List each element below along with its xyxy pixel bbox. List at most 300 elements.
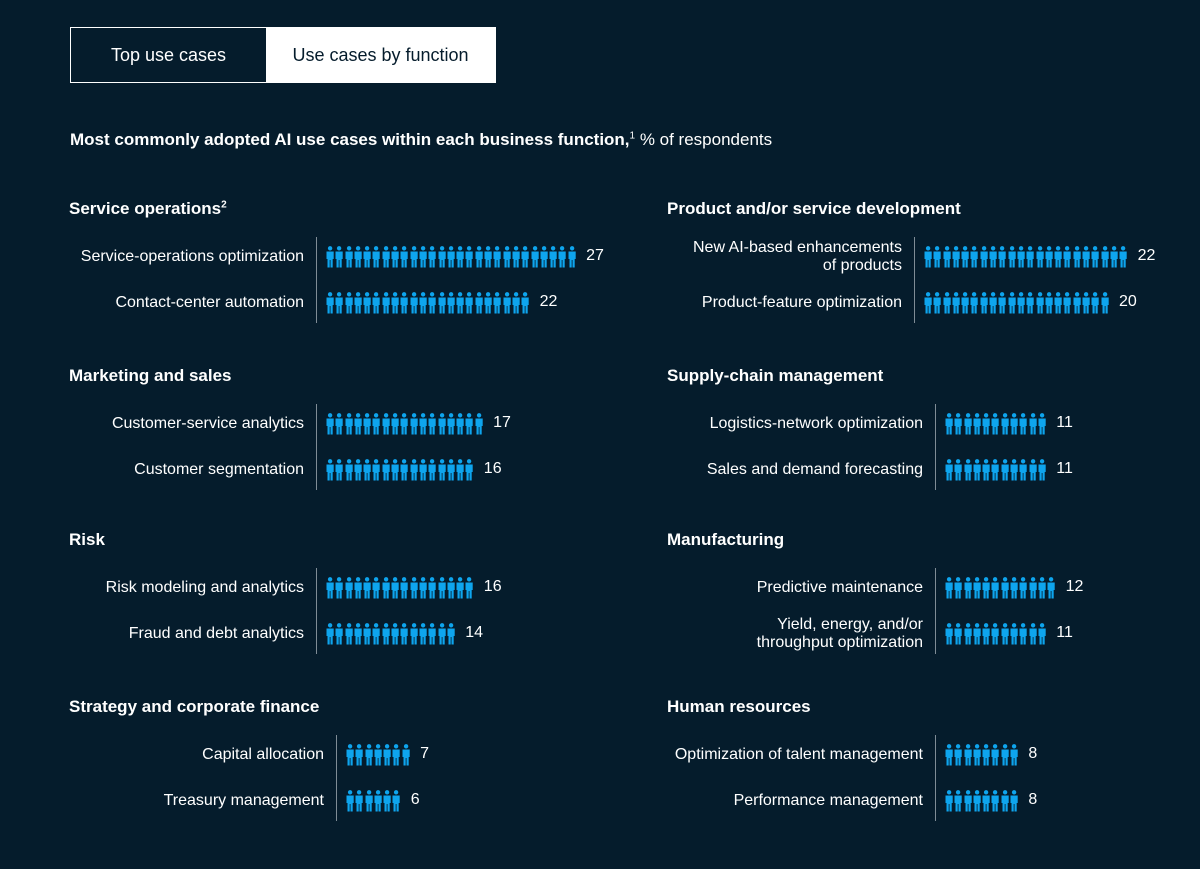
person-icon <box>447 577 456 599</box>
person-icon <box>335 292 344 314</box>
person-icon-bar <box>326 623 456 645</box>
value-label: 11 <box>1056 414 1073 431</box>
use-case-row <box>667 735 1200 775</box>
person-icon <box>1091 292 1100 314</box>
use-case-label <box>69 283 304 323</box>
tab-bar <box>70 27 496 83</box>
section-title: Strategy and corporate finance <box>69 697 320 716</box>
person-icon <box>484 246 493 268</box>
person-icon <box>973 623 982 645</box>
chart-title <box>70 130 772 150</box>
person-icon <box>438 413 447 435</box>
use-case-row <box>667 568 1200 608</box>
person-icon <box>456 459 465 481</box>
person-icon <box>428 413 437 435</box>
person-icon <box>503 292 512 314</box>
person-icon <box>382 623 391 645</box>
person-icon <box>989 292 998 314</box>
person-icon <box>982 413 991 435</box>
person-icon <box>456 413 465 435</box>
person-icon <box>419 292 428 314</box>
use-case-row <box>69 781 736 821</box>
person-icon <box>964 744 973 766</box>
value-label: 12 <box>1065 578 1084 595</box>
person-icon-bar <box>945 459 1047 481</box>
person-icon <box>493 292 502 314</box>
person-icon <box>1054 292 1063 314</box>
person-icon <box>354 577 363 599</box>
person-icon <box>382 577 391 599</box>
person-icon <box>1101 292 1110 314</box>
person-icon <box>1017 246 1026 268</box>
person-icon <box>964 413 973 435</box>
person-icon <box>465 413 474 435</box>
chart-title-unit: % of respondents <box>635 130 773 149</box>
person-icon <box>1010 459 1019 481</box>
person-icon <box>354 246 363 268</box>
chart-title-main: Most commonly adopted AI use cases within each business function, <box>70 130 630 149</box>
use-case-label-line: throughput optimization <box>756 634 923 651</box>
use-case-label-line: Risk modeling and analytics <box>105 579 304 596</box>
use-case-label <box>667 735 923 775</box>
person-icon <box>400 246 409 268</box>
person-icon <box>1001 577 1010 599</box>
person-icon <box>354 623 363 645</box>
use-case-row <box>667 283 1200 323</box>
person-icon <box>363 246 372 268</box>
person-icon <box>1010 413 1019 435</box>
use-case-label-line: Performance management <box>733 792 923 809</box>
use-case-row <box>667 614 1200 654</box>
person-icon <box>1110 246 1119 268</box>
use-case-row <box>69 404 716 444</box>
use-case-label-line: Sales and demand forecasting <box>706 461 923 478</box>
use-case-label-line: of products <box>822 257 902 274</box>
person-icon <box>512 246 521 268</box>
person-icon <box>521 246 530 268</box>
person-icon <box>1029 623 1038 645</box>
person-icon <box>382 292 391 314</box>
person-icon <box>982 577 991 599</box>
person-icon <box>1045 292 1054 314</box>
use-case-row <box>69 568 716 608</box>
person-icon <box>1054 246 1063 268</box>
person-icon <box>400 577 409 599</box>
person-icon <box>1063 292 1072 314</box>
person-icon <box>365 790 374 812</box>
section-title: Marketing and sales <box>69 366 232 385</box>
person-icon <box>954 459 963 481</box>
person-icon <box>1001 744 1010 766</box>
value-label: 27 <box>586 247 604 264</box>
person-icon <box>924 246 933 268</box>
person-icon <box>419 623 428 645</box>
person-icon <box>410 577 419 599</box>
person-icon <box>345 292 354 314</box>
person-icon <box>998 246 1007 268</box>
person-icon <box>1010 623 1019 645</box>
use-case-label-line: Contact-center automation <box>115 294 304 311</box>
person-icon <box>335 459 344 481</box>
person-icon <box>372 459 381 481</box>
person-icon <box>345 413 354 435</box>
person-icon <box>419 413 428 435</box>
person-icon <box>456 246 465 268</box>
person-icon <box>438 459 447 481</box>
person-icon <box>945 744 954 766</box>
use-case-label <box>667 568 923 608</box>
person-icon <box>335 246 344 268</box>
use-case-label-line: Customer-service analytics <box>111 415 304 432</box>
person-icon <box>1119 246 1128 268</box>
section-title: Human resources <box>667 697 811 716</box>
person-icon <box>1082 246 1091 268</box>
person-icon <box>980 292 989 314</box>
person-icon <box>1073 292 1082 314</box>
person-icon <box>1001 413 1010 435</box>
person-icon <box>954 790 963 812</box>
person-icon <box>465 459 474 481</box>
person-icon <box>1038 459 1047 481</box>
person-icon <box>924 292 933 314</box>
person-icon <box>475 413 484 435</box>
person-icon <box>1047 577 1056 599</box>
person-icon <box>512 292 521 314</box>
use-case-label <box>69 450 304 490</box>
use-case-label-line: Yield, energy, and/or <box>777 616 923 633</box>
person-icon <box>1029 459 1038 481</box>
value-label: 8 <box>1028 791 1038 808</box>
use-case-label-line: Service-operations optimization <box>80 248 304 265</box>
person-icon <box>943 292 952 314</box>
person-icon <box>419 577 428 599</box>
person-icon <box>952 246 961 268</box>
person-icon <box>335 577 344 599</box>
person-icon <box>392 744 401 766</box>
person-icon <box>982 623 991 645</box>
person-icon <box>991 744 1000 766</box>
person-icon <box>326 577 335 599</box>
person-icon <box>363 577 372 599</box>
person-icon <box>954 577 963 599</box>
use-case-label <box>69 735 324 775</box>
person-icon <box>428 459 437 481</box>
person-icon <box>1036 292 1045 314</box>
person-icon <box>1017 292 1026 314</box>
section-title: Supply-chain management <box>667 366 884 385</box>
person-icon <box>354 459 363 481</box>
person-icon <box>428 623 437 645</box>
section-title: Service operations$^2$ <box>69 199 227 218</box>
person-icon-bar <box>924 246 1129 268</box>
person-icon <box>345 623 354 645</box>
person-icon <box>549 246 558 268</box>
person-icon <box>1010 790 1019 812</box>
person-icon <box>973 744 982 766</box>
person-icon <box>391 246 400 268</box>
value-label: 6 <box>410 791 420 808</box>
person-icon <box>428 292 437 314</box>
person-icon-bar <box>326 292 531 314</box>
person-icon <box>989 246 998 268</box>
person-icon-bar <box>346 790 402 812</box>
person-icon <box>465 246 474 268</box>
person-icon <box>438 623 447 645</box>
person-icon <box>402 744 411 766</box>
person-icon <box>945 790 954 812</box>
person-icon <box>568 246 577 268</box>
person-icon <box>382 246 391 268</box>
use-case-label <box>69 781 324 821</box>
person-icon <box>982 790 991 812</box>
person-icon-bar <box>346 744 411 766</box>
person-icon-bar <box>326 413 484 435</box>
person-icon <box>973 413 982 435</box>
person-icon-bar <box>326 246 577 268</box>
section-title-footnote: 2 <box>221 199 227 211</box>
person-icon <box>428 246 437 268</box>
person-icon-bar <box>326 459 475 481</box>
person-icon <box>335 413 344 435</box>
person-icon <box>991 623 1000 645</box>
person-icon-bar <box>945 577 1057 599</box>
person-icon <box>945 623 954 645</box>
person-icon <box>1008 246 1017 268</box>
person-icon <box>372 623 381 645</box>
person-icon <box>428 577 437 599</box>
use-case-label <box>667 404 923 444</box>
person-icon <box>945 413 954 435</box>
person-icon <box>933 292 942 314</box>
person-icon <box>374 790 383 812</box>
person-icon <box>346 744 355 766</box>
use-case-row <box>69 237 716 277</box>
value-label: 16 <box>483 460 502 477</box>
value-label: 16 <box>483 578 502 595</box>
person-icon <box>391 413 400 435</box>
person-icon <box>326 459 335 481</box>
use-case-label <box>69 614 304 654</box>
person-icon <box>964 623 973 645</box>
person-icon <box>540 246 549 268</box>
person-icon <box>1063 246 1072 268</box>
use-case-label <box>69 568 304 608</box>
person-icon <box>945 577 954 599</box>
chart-title-footnote: 1 <box>629 130 636 142</box>
person-icon <box>991 413 1000 435</box>
person-icon <box>363 623 372 645</box>
value-label: 22 <box>1137 247 1156 264</box>
person-icon <box>952 292 961 314</box>
person-icon <box>980 246 989 268</box>
person-icon <box>363 292 372 314</box>
person-icon <box>447 623 456 645</box>
person-icon <box>964 459 973 481</box>
person-icon <box>400 292 409 314</box>
person-icon <box>419 246 428 268</box>
person-icon <box>973 577 982 599</box>
person-icon <box>954 744 963 766</box>
person-icon <box>392 790 401 812</box>
person-icon <box>1001 790 1010 812</box>
person-icon <box>372 292 381 314</box>
person-icon <box>964 790 973 812</box>
person-icon <box>326 292 335 314</box>
person-icon <box>475 246 484 268</box>
person-icon <box>354 292 363 314</box>
person-icon <box>374 744 383 766</box>
person-icon <box>961 292 970 314</box>
person-icon <box>961 246 970 268</box>
person-icon <box>1038 577 1047 599</box>
person-icon <box>1026 292 1035 314</box>
value-label: 17 <box>493 414 511 431</box>
use-case-label-line: Product-feature optimization <box>701 294 902 311</box>
person-icon <box>475 292 484 314</box>
use-case-label-line: New AI-based enhancements <box>692 239 902 256</box>
person-icon <box>970 292 979 314</box>
person-icon <box>438 292 447 314</box>
person-icon <box>372 577 381 599</box>
use-case-label <box>69 404 304 444</box>
section-title: Manufacturing <box>667 530 785 549</box>
person-icon-bar <box>945 413 1047 435</box>
person-icon <box>1029 413 1038 435</box>
use-case-label <box>667 614 923 654</box>
person-icon <box>991 790 1000 812</box>
person-icon <box>447 246 456 268</box>
person-icon <box>1045 246 1054 268</box>
person-icon <box>326 623 335 645</box>
person-icon <box>456 292 465 314</box>
person-icon <box>1036 246 1045 268</box>
value-label: 7 <box>420 745 429 762</box>
person-icon <box>345 459 354 481</box>
person-icon <box>363 459 372 481</box>
person-icon <box>964 577 973 599</box>
person-icon <box>391 577 400 599</box>
person-icon <box>382 459 391 481</box>
person-icon <box>326 413 335 435</box>
person-icon <box>1010 744 1019 766</box>
use-case-label-line: Optimization of talent management <box>674 746 923 763</box>
person-icon <box>410 413 419 435</box>
person-icon <box>391 459 400 481</box>
person-icon <box>456 577 465 599</box>
use-case-label-line: Treasury management <box>163 792 324 809</box>
value-label: 22 <box>539 293 558 310</box>
tab-top-use-cases[interactable]: Top use cases <box>71 28 266 82</box>
person-icon <box>1001 623 1010 645</box>
person-icon <box>400 623 409 645</box>
person-icon <box>1101 246 1110 268</box>
person-icon <box>945 459 954 481</box>
value-label: 11 <box>1056 624 1073 641</box>
use-case-row <box>69 450 716 490</box>
person-icon <box>400 459 409 481</box>
person-icon <box>1038 413 1047 435</box>
section-title: Product and/or service development <box>667 199 961 218</box>
tab-use-cases-by-function[interactable]: Use cases by function <box>266 28 495 82</box>
person-icon <box>465 292 474 314</box>
person-icon <box>1008 292 1017 314</box>
value-label: 14 <box>465 624 483 641</box>
person-icon <box>419 459 428 481</box>
person-icon <box>355 744 364 766</box>
use-case-label-line: Capital allocation <box>202 746 324 763</box>
use-case-label-line: Fraud and debt analytics <box>128 625 304 642</box>
person-icon <box>354 413 363 435</box>
person-icon <box>954 413 963 435</box>
person-icon <box>1001 459 1010 481</box>
use-case-label <box>667 450 923 490</box>
person-icon <box>982 459 991 481</box>
person-icon <box>954 623 963 645</box>
person-icon <box>982 744 991 766</box>
person-icon-bar <box>924 292 1110 314</box>
person-icon <box>531 246 540 268</box>
person-icon <box>991 577 1000 599</box>
use-case-label <box>667 781 923 821</box>
person-icon <box>363 413 372 435</box>
person-icon <box>326 246 335 268</box>
person-icon-bar <box>326 577 475 599</box>
person-icon <box>1019 459 1028 481</box>
use-case-label <box>667 237 902 277</box>
person-icon <box>335 623 344 645</box>
person-icon <box>465 577 474 599</box>
person-icon <box>1029 577 1038 599</box>
person-icon <box>383 790 392 812</box>
person-icon <box>346 790 355 812</box>
person-icon <box>973 459 982 481</box>
use-case-label-line: Predictive maintenance <box>756 579 923 596</box>
person-icon <box>345 577 354 599</box>
use-case-label-line: Customer segmentation <box>134 461 304 478</box>
person-icon <box>1026 246 1035 268</box>
person-icon <box>973 790 982 812</box>
person-icon <box>1019 577 1028 599</box>
person-icon <box>1019 413 1028 435</box>
person-icon <box>970 246 979 268</box>
person-icon <box>410 246 419 268</box>
person-icon <box>503 246 512 268</box>
person-icon <box>410 623 419 645</box>
use-case-row <box>667 237 1200 277</box>
person-icon <box>558 246 567 268</box>
person-icon <box>410 292 419 314</box>
person-icon <box>493 246 502 268</box>
person-icon <box>372 246 381 268</box>
person-icon <box>447 292 456 314</box>
value-label: 20 <box>1119 293 1137 310</box>
person-icon <box>438 246 447 268</box>
person-icon <box>400 413 409 435</box>
use-case-label-line: Logistics-network optimization <box>709 415 923 432</box>
person-icon <box>991 459 1000 481</box>
use-case-row <box>69 283 716 323</box>
use-case-row <box>69 735 736 775</box>
value-label: 8 <box>1028 745 1038 762</box>
person-icon <box>365 744 374 766</box>
person-icon <box>998 292 1007 314</box>
person-icon <box>391 292 400 314</box>
person-icon <box>1073 246 1082 268</box>
person-icon-bar <box>945 744 1019 766</box>
person-icon <box>1038 623 1047 645</box>
person-icon <box>447 459 456 481</box>
person-icon <box>391 623 400 645</box>
